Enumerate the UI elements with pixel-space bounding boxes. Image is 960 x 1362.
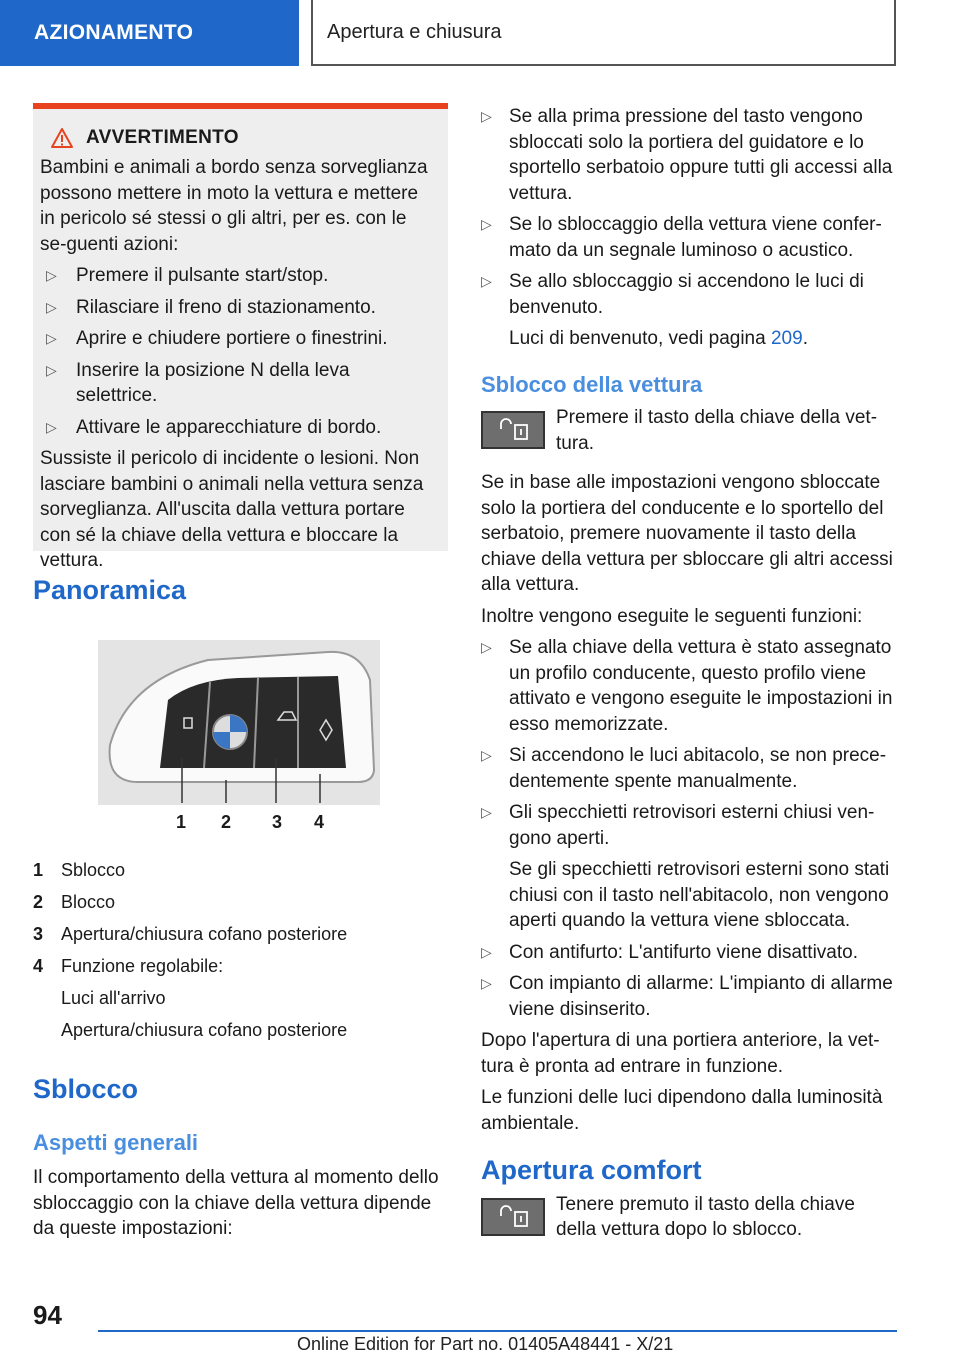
warning-header bbox=[50, 127, 436, 149]
list-item: ▷ Con antifurto: L'antifurto viene disattivato. bbox=[481, 940, 897, 966]
bullet-triangle-icon: ▷ bbox=[481, 639, 492, 655]
warning-box bbox=[33, 103, 448, 571]
car-key-icon bbox=[98, 640, 380, 805]
comfort-heading: Apertura comfort bbox=[481, 1155, 702, 1185]
bullet-triangle-icon: ▷ bbox=[46, 267, 57, 283]
vehicle-unlock-instruction: Premere il tasto della chiave della vet-tura. bbox=[556, 407, 878, 454]
bullet-triangle-icon: ▷ bbox=[46, 298, 57, 315]
list-item: ▷ Se alla chiave della vettura è stato assegnato un profilo conducente, questo profilo viene attivato e vengono eseguite le impostazioni in esso memorizzate. bbox=[481, 635, 897, 737]
legend-subitem: Apertura/chiusura cofano posteriore bbox=[61, 1020, 348, 1040]
instruction-row bbox=[481, 405, 897, 456]
unlock-key-button-icon bbox=[481, 411, 545, 449]
legend-item: 2 Blocco bbox=[33, 892, 116, 912]
warning-intro: Bambini e animali a bordo senza sorveglianza possono mettere in moto la vettura e mettere in pericolo sé stessi o gli altri, per es. con le se-guenti azioni: bbox=[40, 157, 428, 255]
bullet-triangle-icon: ▷ bbox=[481, 273, 492, 289]
bullet-triangle-icon: ▷ bbox=[481, 747, 492, 763]
list-item: ▷ Se alla prima pressione del tasto vengono sbloccati solo la portiera del guidatore e lo sportello serbatoio oppure tutti gli accessi alla vettura. bbox=[481, 104, 897, 206]
callout-number: 2 bbox=[221, 812, 232, 832]
callout-numbers bbox=[98, 812, 380, 834]
legend-list bbox=[33, 854, 448, 1046]
legend-subitem: Luci all'arrivo bbox=[61, 988, 166, 1008]
footer-divider bbox=[98, 1330, 897, 1332]
bullet-triangle-icon: ▷ bbox=[481, 804, 492, 820]
list-item: ▷ Premere il pulsante start/stop. bbox=[40, 263, 436, 289]
list-item: ▷ Se allo sbloccaggio si accendono le luci di benvenuto. bbox=[481, 269, 897, 320]
bullet-triangle-icon: ▷ bbox=[481, 943, 492, 960]
instruction-row bbox=[481, 1192, 897, 1243]
key-illustration bbox=[98, 640, 380, 805]
paragraph: Inoltre vengono eseguite le seguenti funzioni: bbox=[481, 605, 863, 627]
unlock-key-button-icon bbox=[481, 1198, 545, 1236]
comfort-instruction: Tenere premuto il tasto della chiave della vettura dopo lo sblocco. bbox=[556, 1193, 855, 1240]
overview-heading: Panoramica bbox=[33, 575, 187, 605]
bullet-triangle-icon: ▷ bbox=[481, 216, 492, 232]
warning-title: AVVERTIMENTO bbox=[86, 127, 239, 148]
legend-item: 4 Funzione regolabile: bbox=[33, 956, 224, 976]
paragraph: Le funzioni delle luci dipendono dalla luminosità ambientale. bbox=[481, 1087, 883, 1134]
callout-number: 4 bbox=[314, 812, 325, 832]
unlock-heading: Sblocco bbox=[33, 1074, 139, 1104]
chapter-title: Apertura e chiusura bbox=[311, 0, 896, 66]
list-item: ▷ Gli specchietti retrovisori esterni chiusi ven-gono aperti. bbox=[481, 800, 897, 851]
bullet-triangle-icon: ▷ bbox=[46, 418, 57, 435]
paragraph: Se in base alle impostazioni vengono sbloccate solo la portiera del conducente e lo sportello del serbatoio, premere nuovamente il tasto della chiave della vettura per sbloccare gli altri accessi alla vettura. bbox=[481, 472, 893, 595]
legend-item: 3 Apertura/chiusura cofano posteriore bbox=[33, 924, 348, 944]
warning-list bbox=[40, 263, 436, 440]
unlock-subheading: Aspetti generali bbox=[33, 1130, 199, 1155]
unlock-text: Il comportamento della vettura al momento dello sbloccaggio con la chiave della vettura dipende da queste impostazioni: bbox=[33, 1167, 439, 1239]
page-number: 94 bbox=[33, 1300, 62, 1330]
legend-item: 1 Sblocco bbox=[33, 860, 126, 880]
warning-outro: Sussiste il pericolo di incidente o lesioni. Non lasciare bambini o animali nella vettura senza sorveglianza. All'uscita dalla vettura portare con sé la chiave della vettura e bloccare la vettura. bbox=[40, 448, 424, 571]
page-link[interactable]: 209 bbox=[770, 328, 803, 349]
list-item: ▷ Se lo sbloccaggio della vettura viene confer-mato da un segnale luminoso o acustico. bbox=[481, 212, 897, 263]
warning-triangle-icon bbox=[50, 127, 74, 149]
bullet-triangle-icon: ▷ bbox=[481, 975, 492, 991]
vehicle-unlock-heading: Sblocco della vettura bbox=[481, 371, 703, 397]
callout-number: 1 bbox=[176, 812, 187, 832]
bullet-triangle-icon: ▷ bbox=[46, 330, 57, 346]
right-column bbox=[481, 104, 897, 1243]
paragraph: Dopo l'apertura di una portiera anteriore, la vet-tura è pronta ad entrare in funzione. bbox=[481, 1030, 880, 1077]
list-item-note: Se gli specchietti retrovisori esterni sono stati chiusi con il tasto nell'abitacolo, non vengono aperti quando la vettura viene sbloccata. bbox=[509, 859, 890, 931]
edition-note: Online Edition for Part no. 01405A48441 - X/21 bbox=[297, 1334, 674, 1354]
list-item: ▷ Inserire la posizione N della leva selettrice. bbox=[40, 358, 436, 409]
list-item: ▷ Con impianto di allarme: L'impianto di allarme viene disinserito. bbox=[481, 971, 897, 1022]
bullet-triangle-icon: ▷ bbox=[481, 108, 492, 124]
list-item: ▷ Rilasciare il freno di stazionamento. bbox=[40, 295, 436, 321]
bullet-triangle-icon: ▷ bbox=[46, 361, 57, 378]
list-item: ▷ Attivare le apparecchiature di bordo. bbox=[40, 415, 436, 441]
list-item: ▷ Aprire e chiudere portiere o finestrini. bbox=[40, 326, 436, 352]
list-item: ▷ Si accendono le luci abitacolo, se non prece-dentemente spente manualmente. bbox=[481, 743, 897, 794]
section-tab[interactable]: AZIONAMENTO bbox=[0, 0, 299, 66]
callout-number: 3 bbox=[272, 812, 283, 832]
cross-reference: Luci di benvenuto, vedi pagina 209. bbox=[509, 328, 808, 349]
